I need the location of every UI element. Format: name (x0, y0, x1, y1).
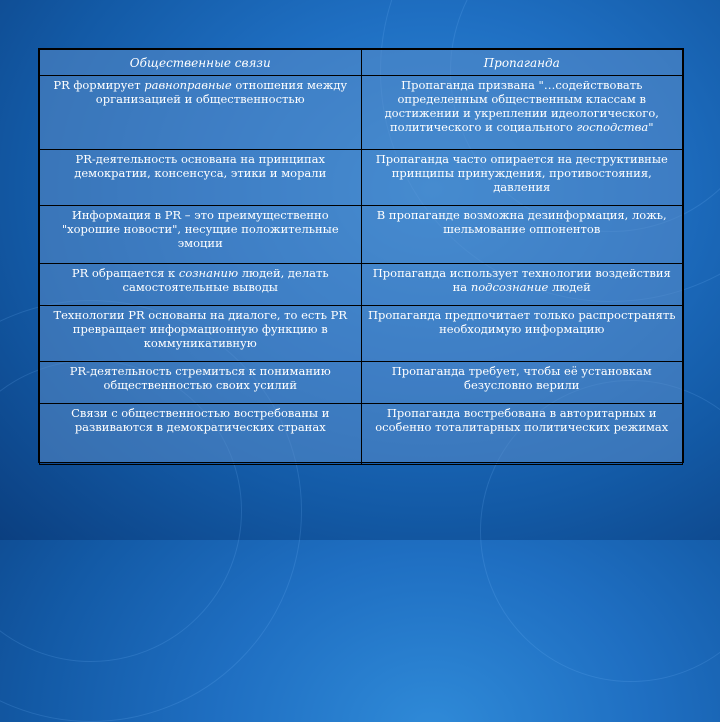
row6-right: Пропаганда требует, чтобы её установкам безусловно верили (361, 362, 683, 404)
table-row (40, 306, 683, 362)
table-row (40, 264, 683, 306)
table-row (40, 150, 683, 206)
row6-left: PR-деятельность стремиться к пониманию общественностью своих усилий (40, 362, 362, 404)
header-public-relations: Общественные связи (40, 50, 362, 76)
row7-right: Пропаганда востребована в авторитарных и особенно тоталитарных политических режимах (361, 404, 683, 465)
row4-right: Пропаганда использует технологии воздействия на подсознание людей (361, 264, 683, 306)
table-row (40, 76, 683, 150)
row5-left: Технологии PR основаны на диалоге, то есть PR превращает информационную функцию в коммуникативную (40, 306, 362, 362)
header-row (40, 50, 683, 76)
table-row (40, 404, 683, 465)
row3-left: Информация в PR – это преимущественно "хорошие новости", несущие положительные эмоции (40, 206, 362, 264)
row2-left: PR-деятельность основана на принципах демократии, консенсуса, этики и морали (40, 150, 362, 206)
comparison-table-container (38, 48, 684, 463)
comparison-table (39, 49, 683, 465)
table-row (40, 362, 683, 404)
row5-right: Пропаганда предпочитает только распространять необходимую информацию (361, 306, 683, 362)
row7-left: Связи с общественностью востребованы и развиваются в демократических странах (40, 404, 362, 465)
header-propaganda: Пропаганда (361, 50, 683, 76)
row3-right: В пропаганде возможна дезинформация, ложь, шельмование оппонентов (361, 206, 683, 264)
table-row (40, 206, 683, 264)
row1-right: Пропаганда призвана "…содействовать определенным общественным классам в достижении и укреплении идеологического, политического и социального господства" (361, 76, 683, 150)
row1-left: PR формирует равноправные отношения между организацией и общественностью (40, 76, 362, 150)
row2-right: Пропаганда часто опирается на деструктивные принципы принуждения, противостояния, давления (361, 150, 683, 206)
row4-left: PR обращается к сознанию людей, делать самостоятельные выводы (40, 264, 362, 306)
